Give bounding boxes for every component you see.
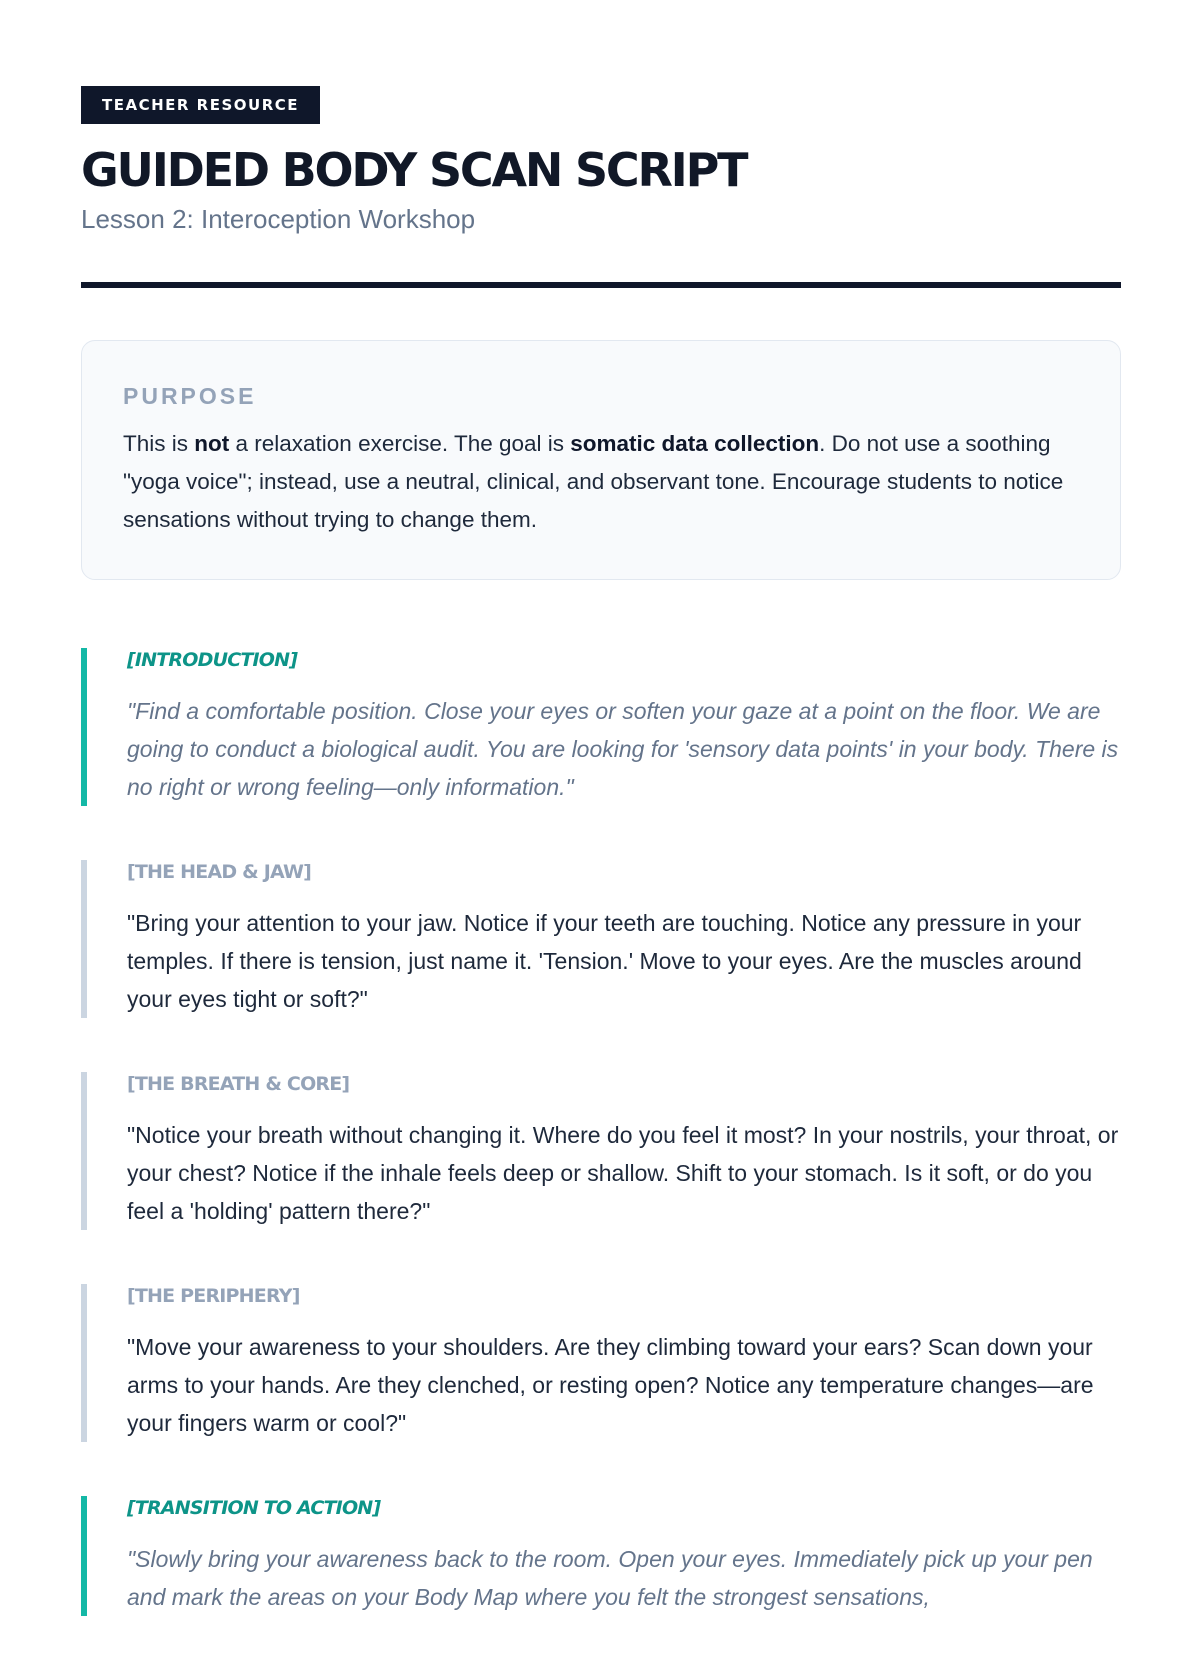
section-bar: [81, 1284, 87, 1442]
purpose-text: [123, 425, 1080, 539]
section-accent-bar: [81, 1496, 87, 1616]
section-text: "Notice your breath without changing it. Where do you feel it most? In your nostrils, your throat, or your chest? Notice if the inhale feels deep or shallow. Shift to your stomach. Is it soft, or do you feel a 'holding' pattern there?": [127, 1122, 1119, 1224]
section-text: "Move your awareness to your shoulders. Are they climbing toward your ears? Scan down your arms to your hands. Are they clenched, or resting open? Notice any temperature changes—are your fingers warm or cool?": [127, 1334, 1094, 1436]
section-label: [TRANSITION TO ACTION]: [127, 1497, 381, 1519]
purpose-box: [81, 340, 1121, 580]
page-title: GUIDED BODY SCAN SCRIPT: [81, 143, 747, 197]
section-introduction: [81, 648, 1121, 806]
purpose-text-part: . Do not use a soothing "yoga voice"; instead, use a neutral, clinical, and observant tone. Encourage students to notice sensations without trying to change them.: [123, 431, 1064, 532]
section-text: "Slowly bring your awareness back to the room. Open your eyes. Immediately pick up your pen and mark the areas on your Body Map where you felt the strongest sensations,: [127, 1546, 1093, 1610]
purpose-text-part: This is: [123, 431, 195, 456]
header-divider: [81, 282, 1121, 288]
page-subtitle: Lesson 2: Interoception Workshop: [81, 204, 476, 234]
purpose-bold-somatic: somatic data collection: [570, 431, 820, 456]
section-text: "Bring your attention to your jaw. Notice if your teeth are touching. Notice any pressure in your temples. If there is tension, just name it. 'Tension.' Move to your eyes. Are the muscles around your eyes tight or soft?": [127, 910, 1082, 1012]
section-breath-core: [81, 1072, 1121, 1230]
purpose-text-part: a relaxation exercise. The goal is: [229, 431, 571, 456]
document-page: [81, 86, 1121, 1670]
section-bar: [81, 1072, 87, 1230]
section-label: [THE PERIPHERY]: [127, 1285, 300, 1307]
section-bar: [81, 860, 87, 1018]
section-label: [THE HEAD & JAW]: [127, 861, 312, 883]
purpose-bold-not: not: [194, 431, 230, 456]
section-head-jaw: [81, 860, 1121, 1018]
section-label: [INTRODUCTION]: [127, 649, 298, 671]
section-transition-to-action: [81, 1496, 1121, 1616]
teacher-resource-badge: TEACHER RESOURCE: [81, 86, 320, 124]
section-periphery: [81, 1284, 1121, 1442]
script-sections: [81, 648, 1121, 1616]
section-label: [THE BREATH & CORE]: [127, 1073, 350, 1095]
purpose-label: PURPOSE: [123, 383, 257, 409]
section-text: "Find a comfortable position. Close your eyes or soften your gaze at a point on the floor. We are going to conduct a biological audit. You are looking for 'sensory data points' in your body. There is no right or wrong feeling—only information.": [127, 698, 1119, 800]
section-accent-bar: [81, 648, 87, 806]
